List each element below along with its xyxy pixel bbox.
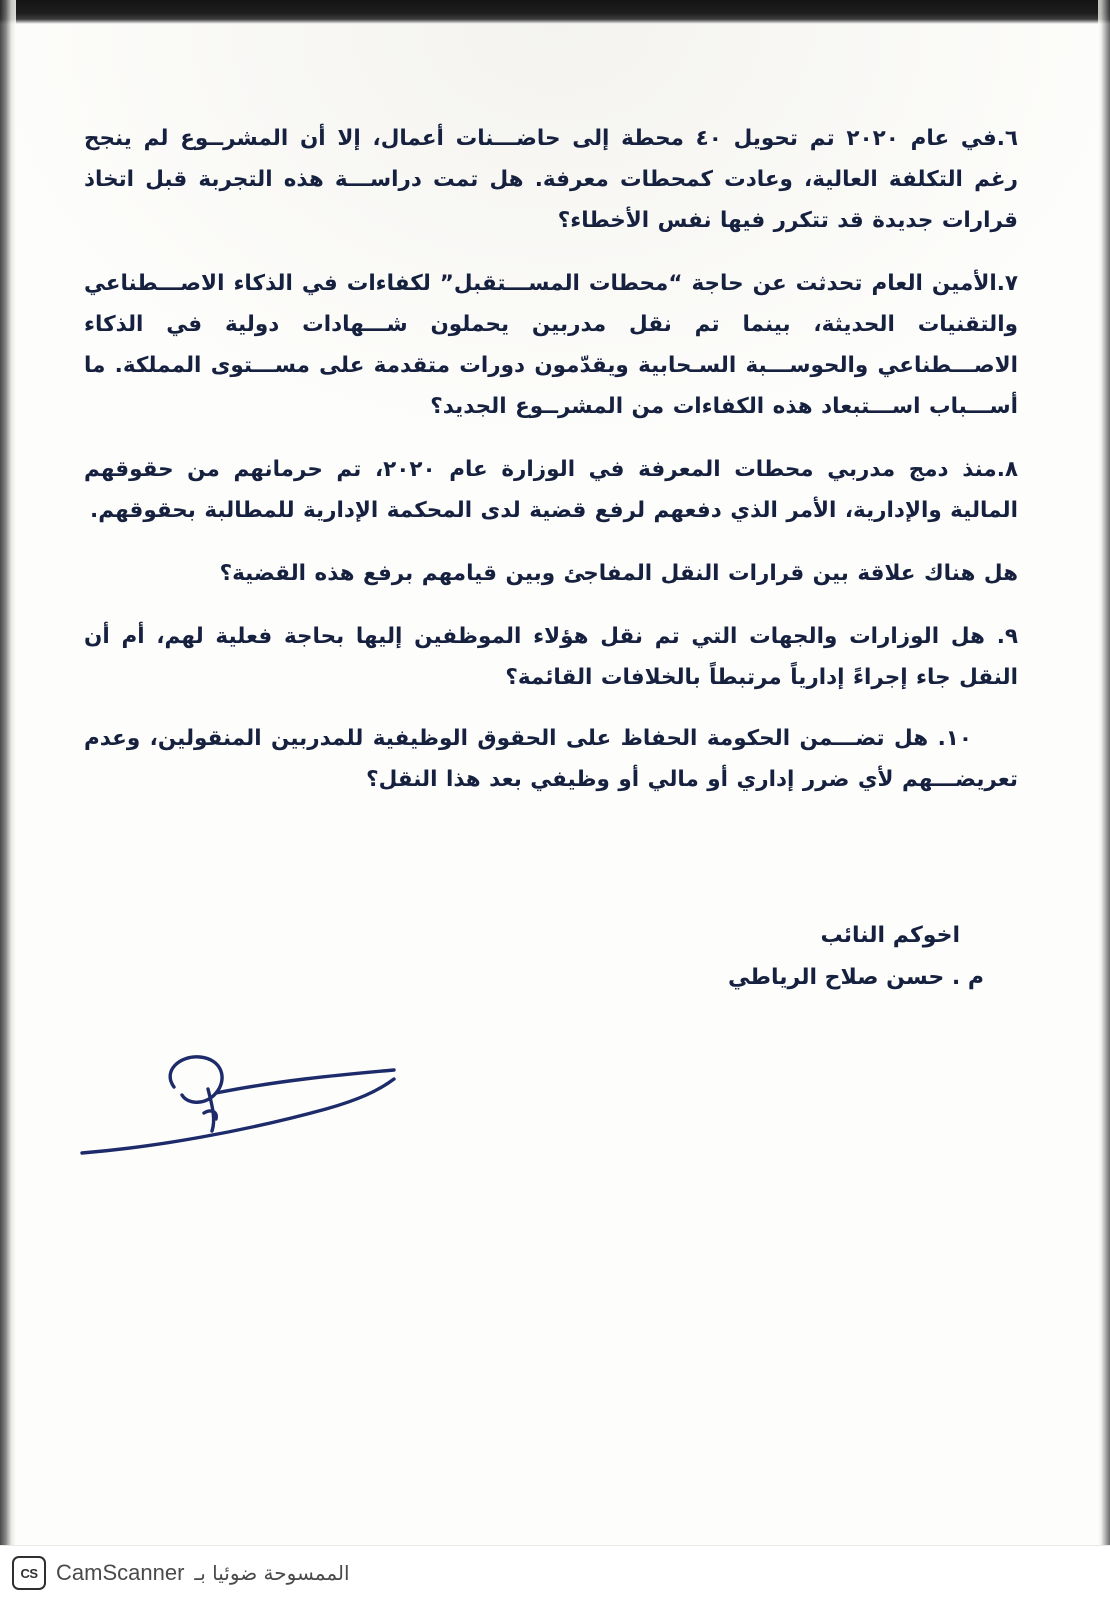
signature-block <box>728 915 984 999</box>
paragraph-9: ٩. هل الوزارات والجهات التي تم نقل هؤلاء الموظفين إليها بحاجة فعلية لهم، أم أن النقل جاء إجراءً إدارياً مرتبطاً بالخلافات القائمة؟ <box>84 624 1018 690</box>
paragraph-7: ٧.الأمين العام تحدثت عن حاجة “محطات المســـتقبل” لكفاءات في الذكاء الاصـــطناعي والتقنيات الحديثة، بينما تم نقل مدربين يحملون شـــهادات دولية في الذكاء الاصـــطناعي والحوســـبة السـحابية ويقدّمون دورات متقدمة على مســـتوى المملكة. ما أســـباب اســـتبعاد هذه الكفاءات من المشرــوع الجديد؟ <box>84 271 1018 419</box>
paragraph-10: ١٠. هل تضـــمن الحكومة الحفاظ على الحقوق الوظيفية للمدربين المنقولين، وعدم تعريضـــهم لأي ضرر إداري أو مالي أو وظيفي بعد هذا النقل؟ <box>84 726 1018 792</box>
signature-closing: اخوكم النائب <box>820 923 960 948</box>
paragraph-6: ٦.في عام ٢٠٢٠ تم تحويل ٤٠ محطة إلى حاضـــنات أعمال، إلا أن المشرــوع لم ينجح رغم التكلفة العالية، وعادت كمحطات معرفة. هل تمت دراســـة هذه التجربة قبل اتخاذ قرارات جديدة قد تتكرر فيها نفس الأخطاء؟ <box>84 126 1018 233</box>
scan-left-shadow <box>0 0 16 1600</box>
document-body <box>84 118 1018 822</box>
camscanner-label: CamScanner <box>56 1560 185 1585</box>
paragraph-8-question: هل هناك علاقة بين قرارات النقل المفاجئ وبين قيامهم برفع هذه القضية؟ <box>219 561 1018 586</box>
paragraph-8: ٨.منذ دمج مدربي محطات المعرفة في الوزارة عام ٢٠٢٠، تم حرمانهم من حقوقهم المالية والإدارية، الأمر الذي دفعهم لرفع قضية لدى المحكمة الإدارية للمطالبة بحقوقهم. <box>84 457 1018 523</box>
scan-top-shadow <box>0 0 1110 24</box>
scan-right-shadow <box>1098 0 1110 1600</box>
camscanner-footer <box>0 1545 1110 1600</box>
camscanner-arabic-label: الممسوحة ضوئيا بـ <box>194 1561 350 1585</box>
signature-name: م . حسن صلاح الرياطي <box>728 965 984 990</box>
camscanner-logo-icon: CS <box>12 1556 46 1590</box>
